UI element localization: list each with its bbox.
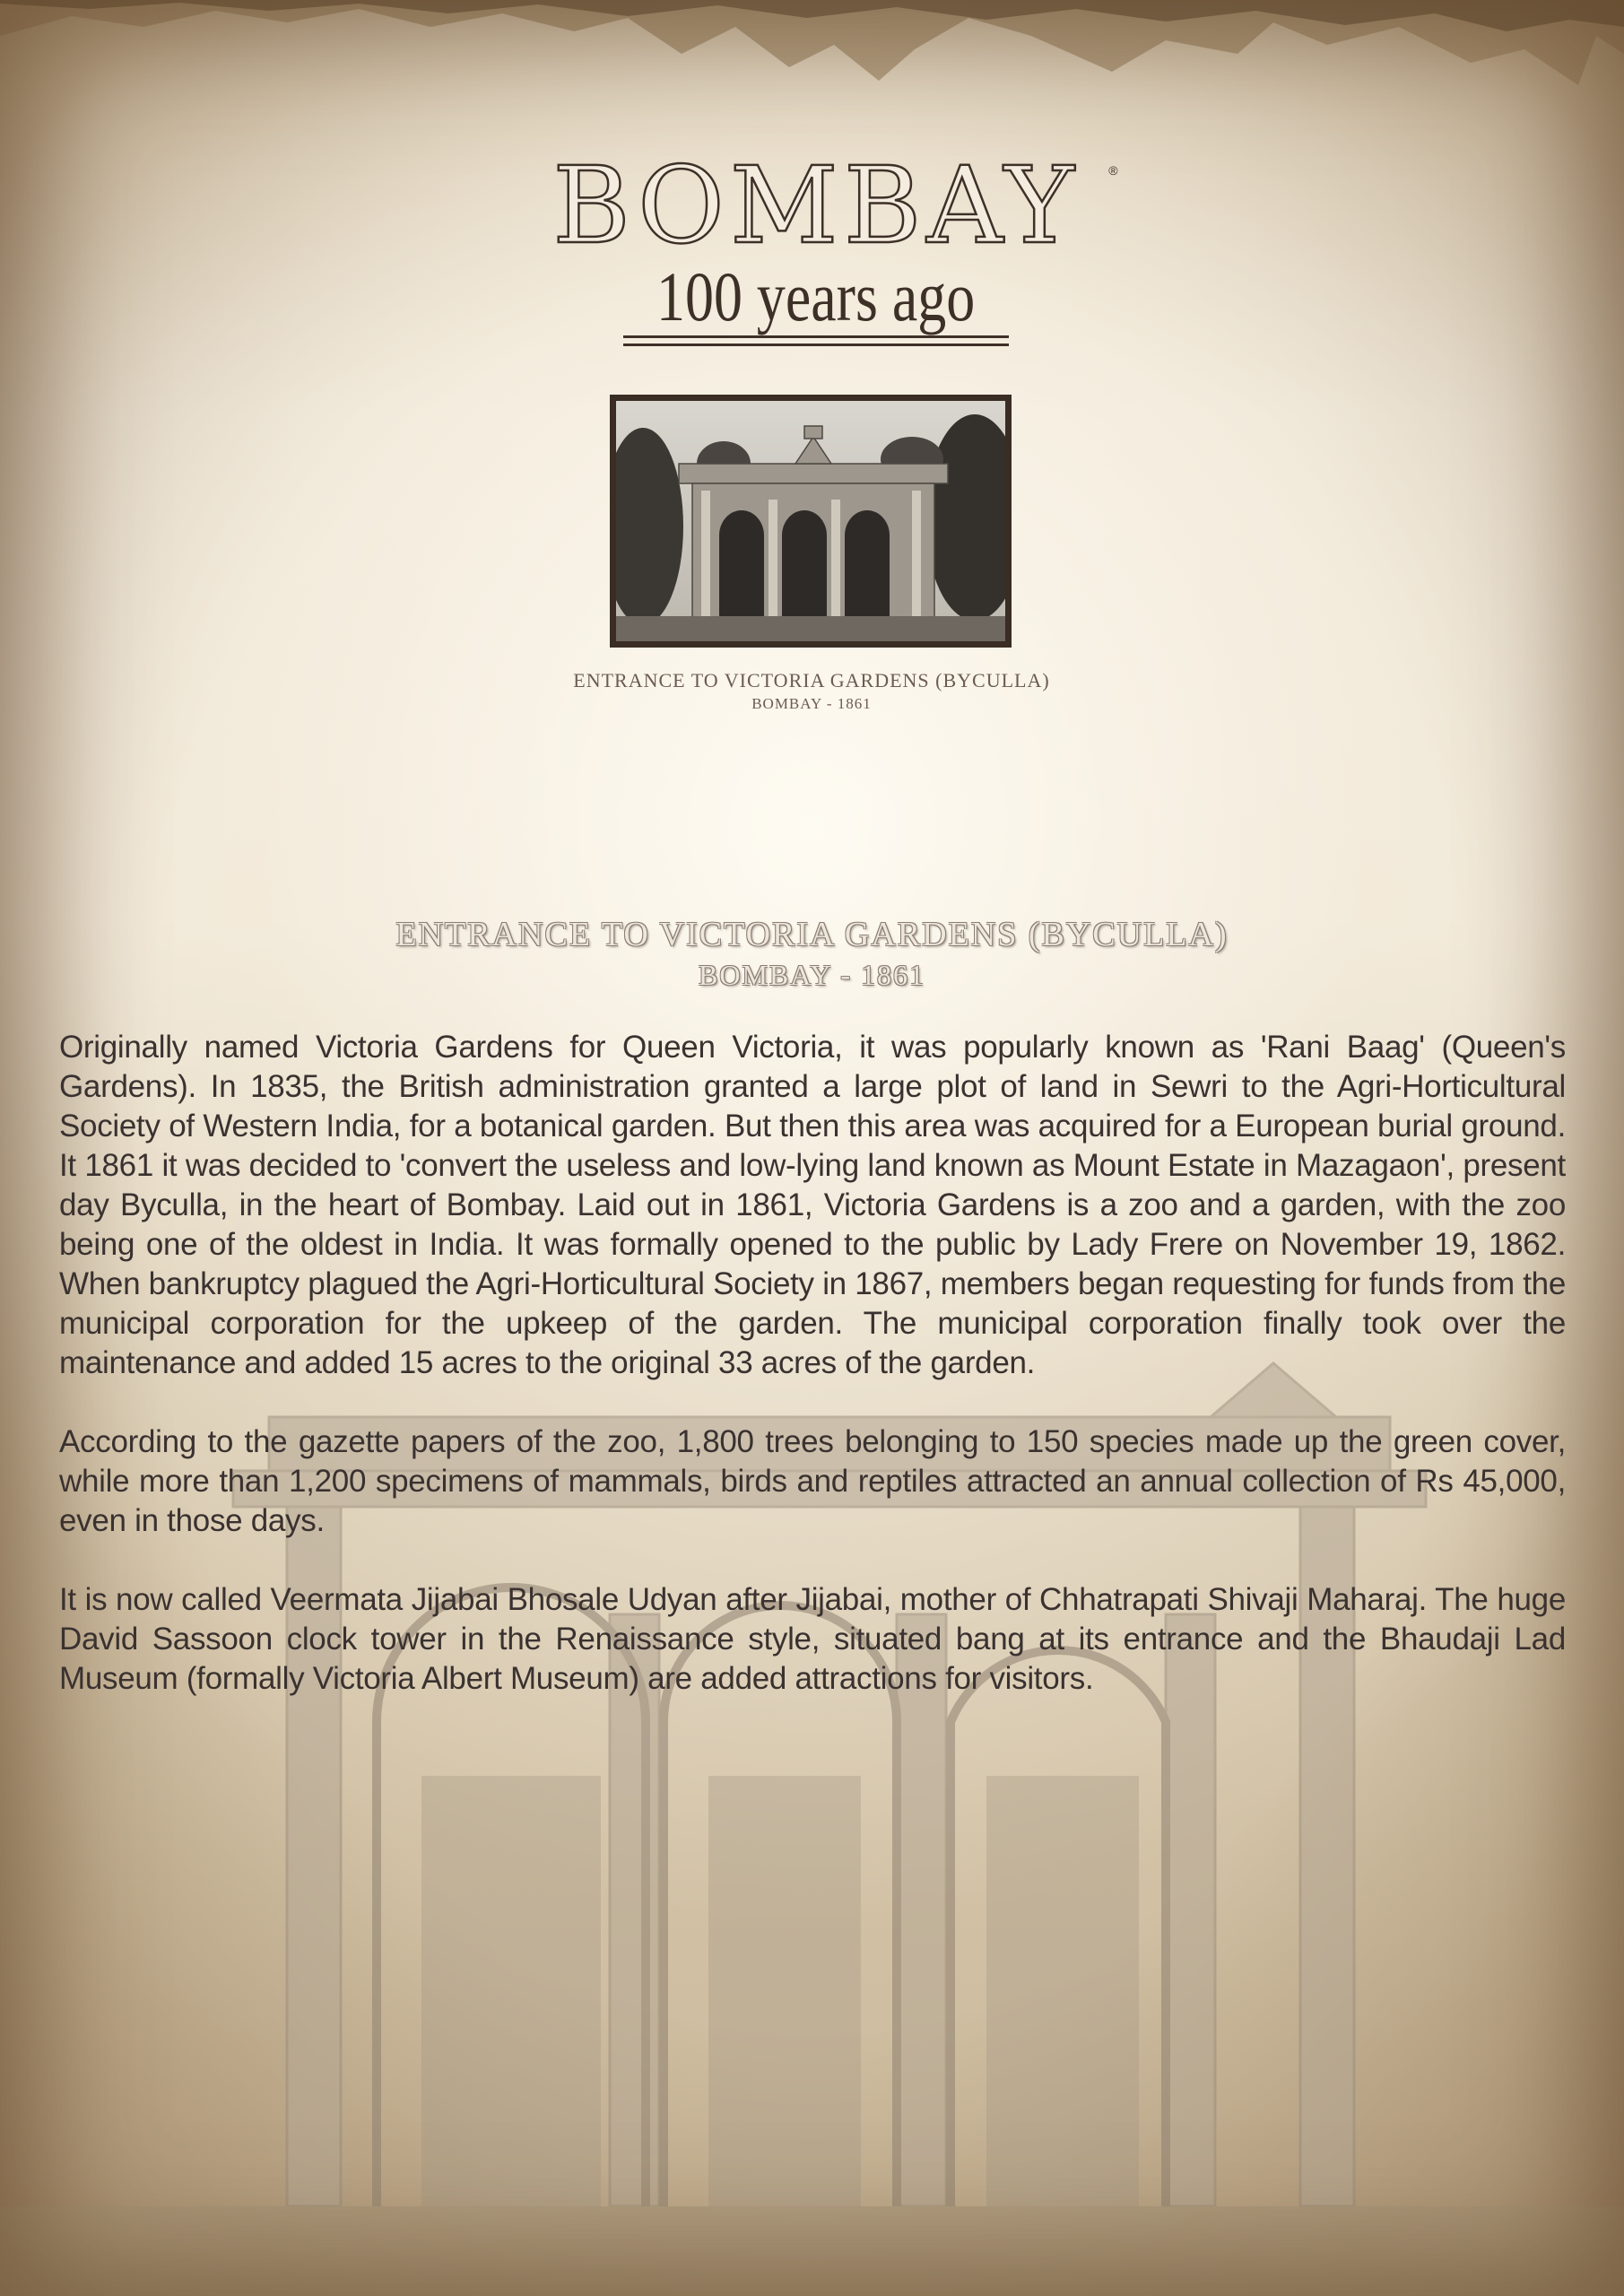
article-heading <box>269 913 1355 995</box>
article-body <box>59 1028 1566 1738</box>
brand-logo <box>502 144 1130 352</box>
article-heading-date: BOMBAY - 1861 <box>699 959 925 992</box>
photo-caption <box>430 667 1193 715</box>
photo-caption-date: BOMBAY - 1861 <box>751 694 872 712</box>
article-heading-title: ENTRANCE TO VICTORIA GARDENS (BYCULLA) <box>395 916 1229 953</box>
archival-photo-frame <box>610 395 1012 648</box>
subtitle-underline <box>623 335 1009 346</box>
paragraph-gazette: According to the gazette papers of the zoo, 1,800 trees belonging to 150 species made up the green cover, while more than 1,200 specimens of mammals, birds and reptiles attracted an annual collection of Rs 45,000, even in those days. <box>59 1424 1566 1538</box>
paragraph-present-day: It is now called Veermata Jijabai Bhosale Udyan after Jijabai, mother of Chhatrapati Shivaji Maharaj. The huge David Sassoon clock tower in the Renaissance style, situated bang at its entrance and the Bhaudaji Lad Museum (formally Victoria Albert Museum) are added attractions for visitors. <box>59 1582 1566 1696</box>
gateway-photo <box>616 401 1005 641</box>
paragraph-history: Originally named Victoria Gardens for Queen Victoria, it was popularly known as 'Rani Baag' (Queen's Gardens). In 1835, the British administration granted a large plot of land in Sewri to the Agri-Horticultural Society of Western India, for a botanical garden. But then this area was acquired for a European burial ground. It 1861 it was decided to 'convert the useless and low-lying land known as Mount Estate in Mazagaon', present day Byculla, in the heart of Bombay. Laid out in 1861, Victoria Gardens is a zoo and a garden, with the zoo being one of the oldest in India. It was formally opened to the public by Lady Frere on November 19, 1862. When bankruptcy plagued the Agri-Horticultural Society in 1867, members began requesting for funds from the municipal corporation for the upkeep of the garden. The municipal corporation finally took over the maintenance and added 15 acres to the original 33 acres of the garden. <box>59 1030 1566 1380</box>
brand-title: BOMBAY <box>552 144 1080 267</box>
photo-caption-title: ENTRANCE TO VICTORIA GARDENS (BYCULLA) <box>573 669 1050 691</box>
torn-paper-edge <box>0 0 1624 117</box>
registered-mark: ® <box>1108 163 1118 178</box>
brand-subtitle: 100 years ago <box>656 257 976 335</box>
